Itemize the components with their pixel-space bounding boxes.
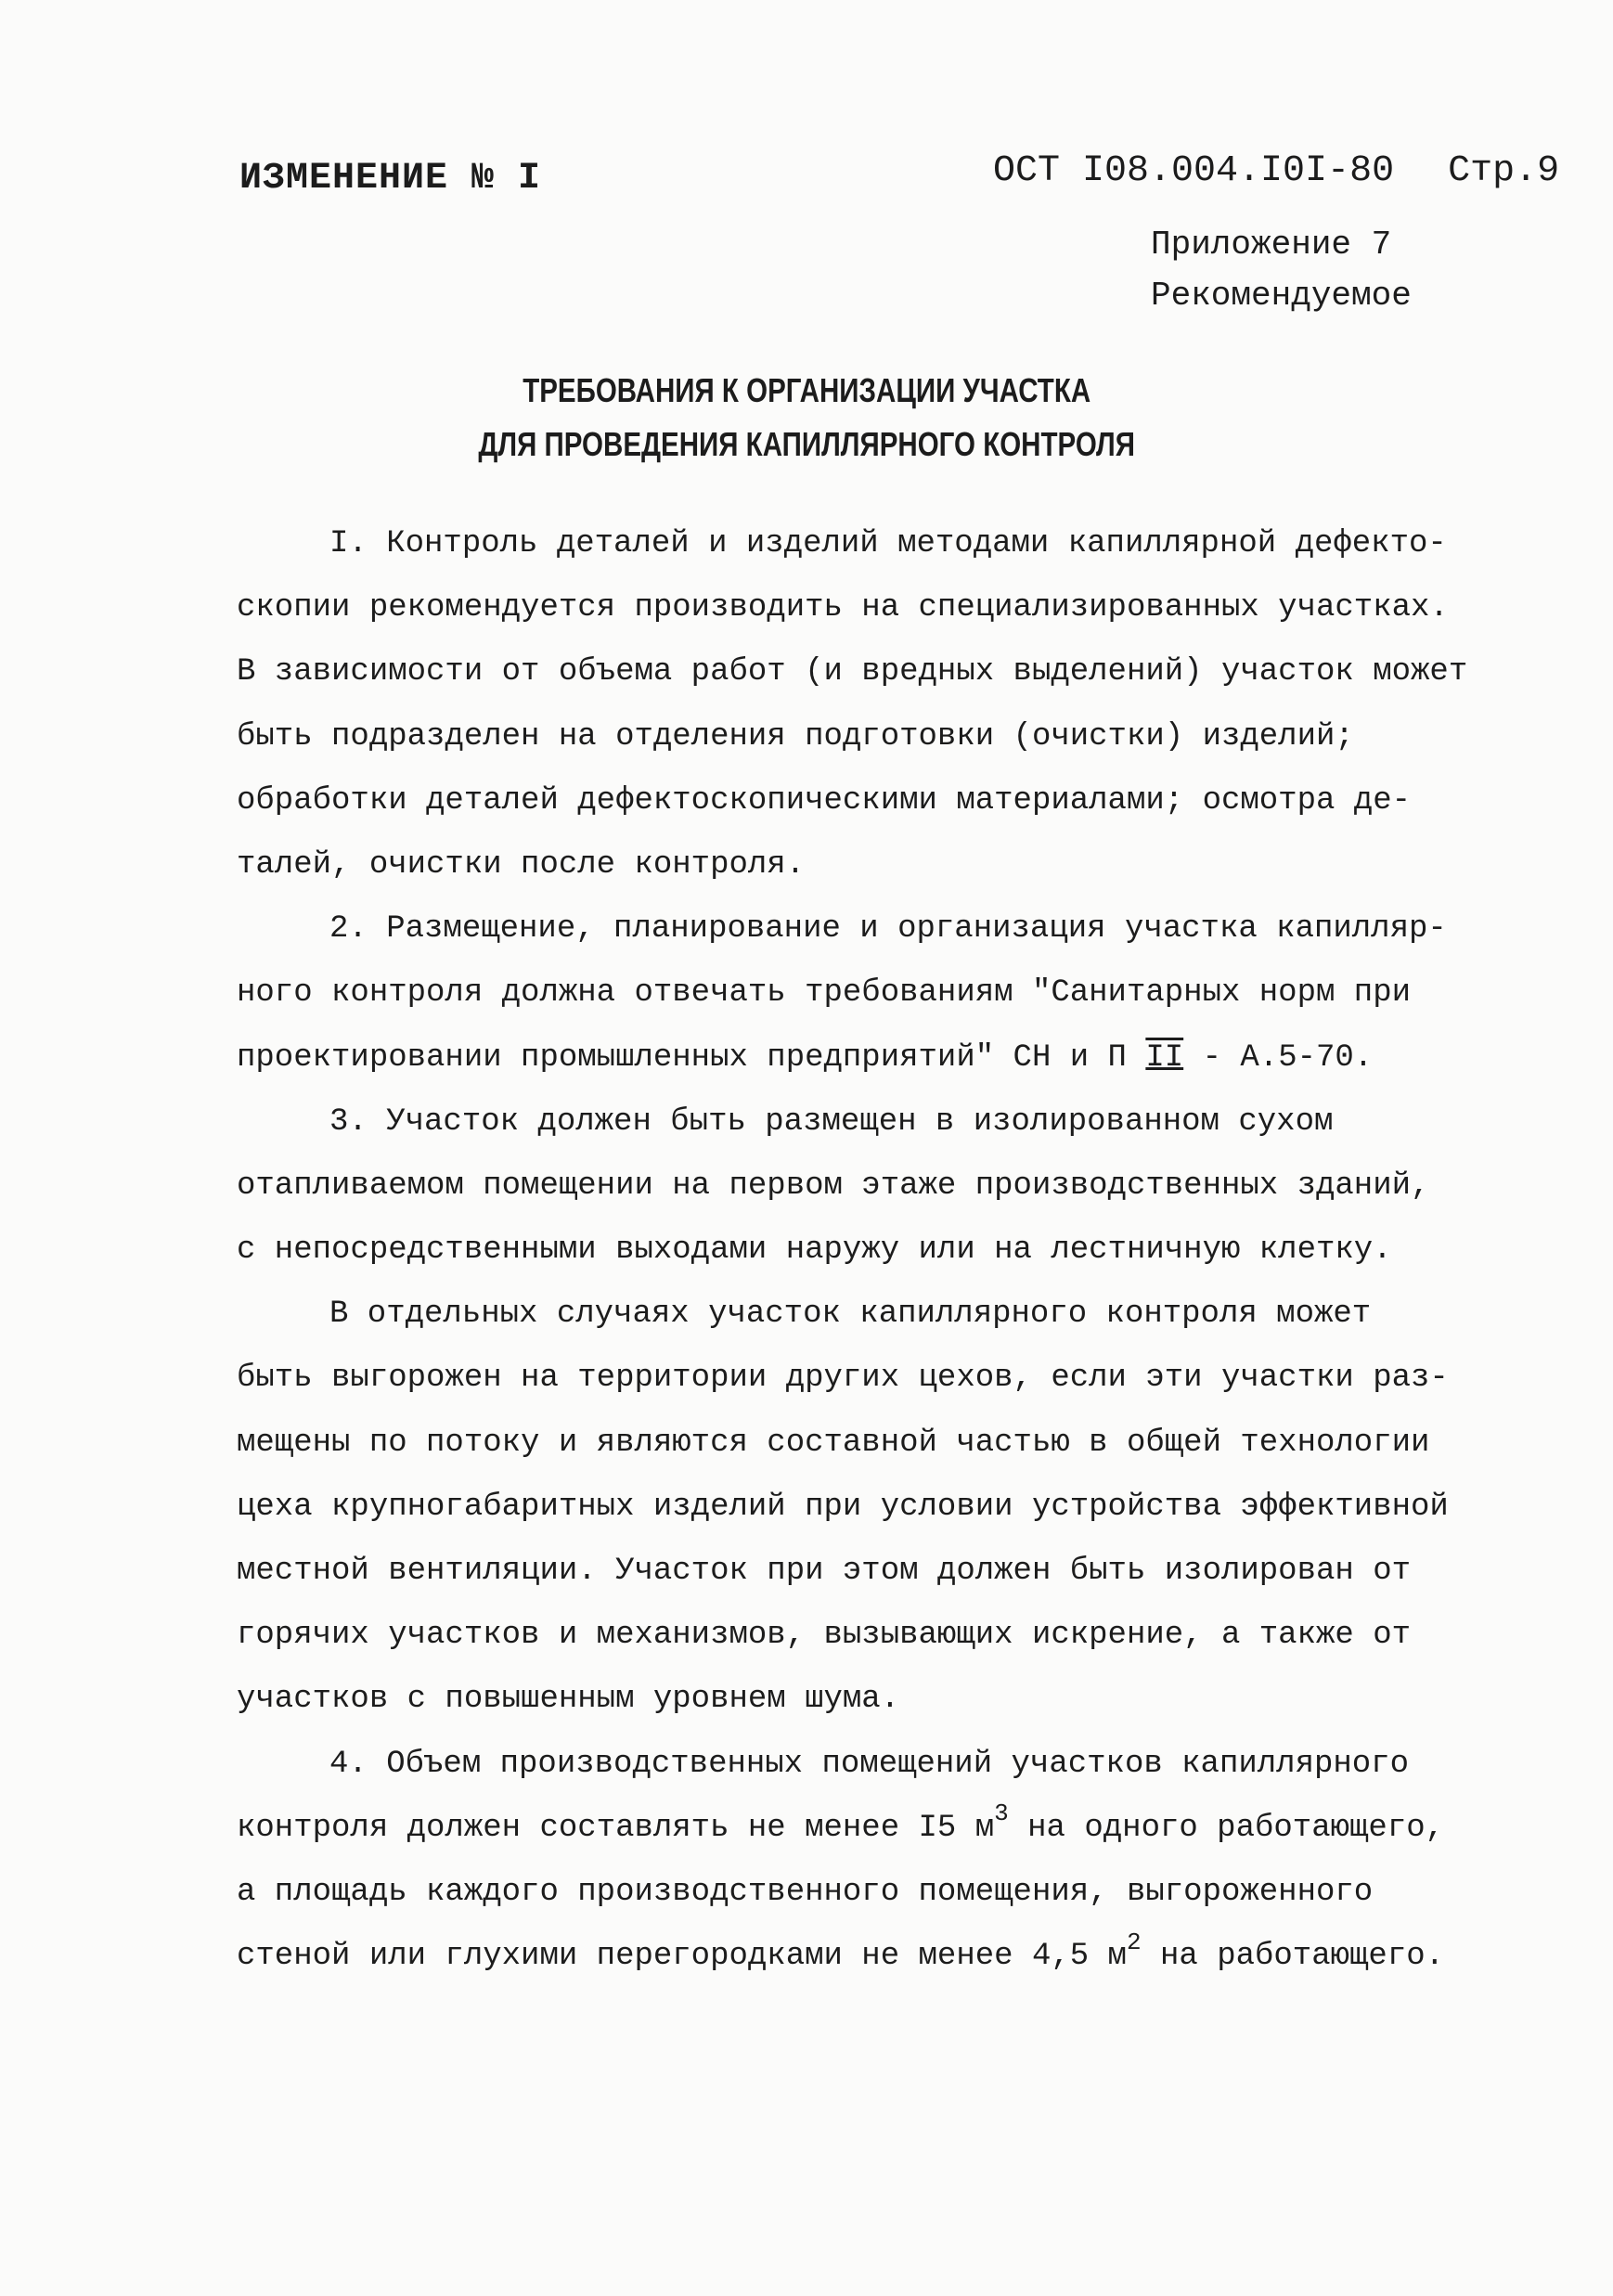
change-number: ИЗМЕНЕНИЕ № I: [239, 158, 542, 200]
appendix-status: Рекомендуемое: [1151, 277, 1412, 315]
text-line: участков с повышенным уровнем шума.: [237, 1682, 900, 1718]
document-body: [237, 512, 1536, 1989]
text-line: [237, 1026, 1536, 1090]
document-header-right: [993, 150, 1559, 192]
superscript: 2: [1126, 1928, 1142, 1956]
text-line: цеха крупногабаритных изделий при условии устройства эффективной: [237, 1489, 1449, 1525]
document-title: [146, 364, 1468, 471]
text-line: [237, 1797, 1536, 1861]
title-line-2: ДЛЯ ПРОВЕДЕНИЯ КАПИЛЛЯРНОГО КОНТРОЛЯ: [478, 425, 1135, 463]
text-fragment: проектировании промышленных предприятий" СН и П: [237, 1039, 1146, 1076]
paragraph-1: [237, 512, 1536, 897]
appendix-number: Приложение 7: [1151, 226, 1392, 264]
appendix-label: [1151, 219, 1412, 321]
text-line: быть подразделен на отделения подготовки (очистки) изделий;: [237, 718, 1354, 755]
text-line: отапливаемом помещении на первом этаже производственных зданий,: [237, 1167, 1430, 1204]
text-fragment: - А.5-70.: [1183, 1039, 1374, 1076]
text-line: 3. Участок должен быть размещен в изолированном сухом: [329, 1103, 1334, 1140]
text-line: [237, 1925, 1536, 1989]
text-line: а площадь каждого производственного помещения, выгороженного: [237, 1874, 1374, 1910]
title-line-1: ТРЕБОВАНИЯ К ОРГАНИЗАЦИИ УЧАСТКА: [523, 371, 1091, 409]
text-fragment: на одного работающего,: [1008, 1810, 1445, 1846]
superscript: 3: [994, 1799, 1009, 1828]
page-number: Стр.9: [1448, 150, 1560, 192]
text-fragment: стеной или глухими перегородками не менее 4,5 м: [237, 1939, 1127, 1975]
text-line: горячих участков и механизмов, вызывающих искрение, а также от: [237, 1618, 1412, 1654]
text-line: 2. Размещение, планирование и организация участка капилляр-: [329, 911, 1447, 948]
paragraph-3: [237, 1090, 1536, 1283]
text-line: быть выгорожен на территории других цехов, если эти участки раз-: [237, 1361, 1449, 1397]
text-line: В зависимости от объема работ (и вредных выделений) участок может: [237, 654, 1468, 690]
text-line: мещены по потоку и являются составной частью в общей технологии: [237, 1425, 1430, 1461]
text-fragment: на работающего.: [1141, 1939, 1445, 1975]
text-fragment: контроля должен составлять не менее I5 м: [237, 1810, 995, 1846]
text-line: I. Контроль деталей и изделий методами капиллярной дефекто-: [329, 526, 1447, 561]
paragraph-3-continued: [237, 1283, 1536, 1732]
text-line: местной вентиляции. Участок при этом должен быть изолирован от: [237, 1554, 1412, 1589]
text-line: 4. Объем производственных помещений участков капиллярного: [329, 1746, 1409, 1782]
roman-numeral: II: [1145, 1039, 1184, 1076]
paragraph-4: [237, 1733, 1536, 1990]
text-line: талей, очистки после контроля.: [237, 846, 806, 883]
paragraph-2: [237, 897, 1536, 1090]
text-line: ного контроля должна отвечать требованиям "Санитарных норм при: [237, 975, 1412, 1012]
text-line: обработки деталей дефектоскопическими материалами; осмотра де-: [237, 782, 1412, 819]
text-line: скопии рекомендуется производить на специализированных участках.: [237, 590, 1449, 626]
standard-number: ОСТ I08.004.I0I-80: [993, 150, 1395, 192]
text-line: В отдельных случаях участок капиллярного контроля может: [329, 1296, 1372, 1333]
text-line: с непосредственными выходами наружу или на лестничную клетку.: [237, 1232, 1392, 1269]
